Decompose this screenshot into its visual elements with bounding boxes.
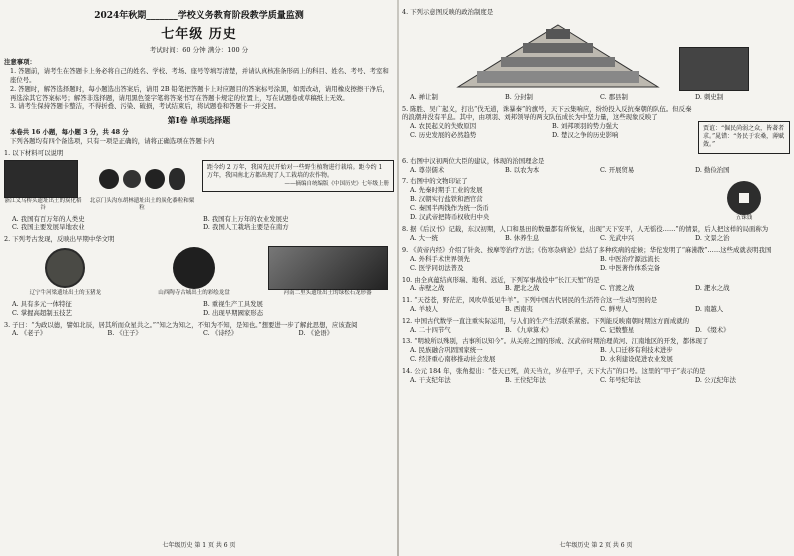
question-7 — [402, 177, 790, 222]
q1-quote-box — [202, 160, 394, 192]
note-item: 2. 答题时，解答选择题时，每小题选出答案后，请用 2B 铅笔把答题卡上对应题目的答案标号涂黑，如需改动，请用橡皮擦擦干净后，再选涂其它答案标号；解答非选择题，请用黑色签字笔将答案书写在答题卡规定的位置上，写在试题卷或草稿纸上无效。 — [10, 84, 389, 102]
bronze-vessel-photo — [679, 47, 749, 91]
question-3 — [4, 321, 394, 339]
options — [402, 284, 790, 293]
option-a[interactable]: A. 赤壁之战 — [410, 284, 445, 293]
figure-caption: 浙江义乌桥头遗址出土的炭化稻谷 — [4, 197, 82, 211]
quote-text: 距今约 2 万年，我国先民开始对一些野生植物进行栽培。距今约 1 万年，我国南北方都出现了人工栽培的农作物。 — [207, 163, 383, 180]
section-note: 本卷共 16 小题，每小题 3 分，共 48 分 — [10, 128, 129, 137]
exam-subtitle: 七年级 历史 — [161, 27, 237, 43]
option-b[interactable]: B. 汉朝实行盐铁和酒官营 — [410, 195, 483, 204]
option-b[interactable]: B. 刘邦项羽的势力强大 — [552, 122, 619, 131]
page-footer: 七年级历史 第 2 页 共 6 页 — [559, 541, 633, 549]
option-c[interactable]: C. 秦国半两钱作为统一货币 — [410, 203, 490, 212]
left-page — [4, 6, 394, 552]
rice-grains-photo — [4, 160, 78, 198]
option-c[interactable]: C. 郡县制 — [600, 92, 628, 101]
options — [4, 329, 394, 338]
notes-heading: 注意事项： — [4, 58, 36, 67]
question-stem: 9. 《黄帝内经》介绍了针灸、按摩等治疗方法；《伤寒杂病论》总结了多种疾病的症候；华佗发明了“麻沸散”……这些成就表明我国 — [402, 246, 772, 255]
option-d[interactable]: D. 刺史制 — [695, 92, 724, 101]
option-d[interactable]: D. 《缀术》 — [695, 325, 730, 334]
millet-grains-photo — [88, 160, 196, 198]
option-b[interactable]: B. 分封制 — [505, 92, 533, 101]
option-b[interactable]: B. 重视生产工具发展 — [203, 299, 263, 308]
question-stem: 10. 由全真蕴结真形瑞、地利、远近，下列军事战役中“长江天堑”的是 — [402, 275, 600, 284]
exam-title: 2024年秋期_______学校义务教育阶段教学质量监测 — [94, 11, 304, 21]
option-d[interactable]: D. 我国人工栽培主要是在南方 — [203, 223, 289, 232]
option-b[interactable]: B. 西南夷 — [505, 304, 533, 313]
option-d[interactable]: D. 淝水之战 — [695, 284, 730, 293]
question-stem: 7. 右图中的文物印证了 — [402, 177, 468, 186]
option-c[interactable]: C. 光武中兴 — [600, 234, 635, 243]
quote-source: ——摘编自统编版《中国历史》七年级上册 — [284, 180, 389, 187]
option-a[interactable]: A. 二十四节气 — [410, 325, 451, 334]
option-c[interactable]: C. 医学同切法普及 — [410, 263, 464, 272]
question-11 — [402, 296, 790, 314]
option-b[interactable]: B. 以农为本 — [505, 165, 540, 174]
option-b[interactable]: B. 人口迁移有利技术进步 — [600, 346, 673, 355]
question-9 — [402, 246, 790, 272]
option-a[interactable]: A. 农民起义的失败原因 — [410, 122, 477, 131]
q1-figure-1 — [4, 160, 82, 212]
question-4 — [402, 8, 790, 102]
option-a[interactable]: A. 外科手术世界领先 — [410, 254, 470, 263]
option-b[interactable]: B. 休养生息 — [505, 234, 540, 243]
pyramid-illustration — [443, 21, 673, 91]
question-stem: 1. 以下材料可以说明 — [4, 148, 64, 157]
q2-figure-1 — [10, 246, 120, 297]
options — [402, 305, 790, 314]
options — [4, 300, 394, 318]
question-6 — [402, 157, 790, 175]
option-d[interactable]: D. 南越人 — [695, 304, 724, 313]
option-d[interactable]: D. 中医著作体系完备 — [600, 263, 661, 272]
figure-caption: 辽宁牛河梁遗址出土的玉猪龙 — [29, 290, 102, 297]
question-stem: 14. 公元 184 年，张角提出：“苍天已死，黄天当立，岁在甲子，天下大吉”的口号。这里的“甲子”表示的是 — [402, 366, 706, 375]
options — [402, 234, 790, 243]
wuzhu-coin-photo — [727, 181, 761, 215]
option-d[interactable]: D. 汉武帝把铸币权收归中央 — [410, 212, 490, 221]
option-d[interactable]: D. 出现早期國家形态 — [203, 308, 264, 317]
option-a[interactable]: A. 《老子》 — [12, 329, 47, 338]
figure-caption: 北京门头沟东胡林遗址出土的炭化黍粒和粟粒 — [89, 197, 195, 211]
option-a[interactable]: A. 尊崇儒术 — [410, 165, 445, 174]
q2-figure-3 — [268, 246, 388, 297]
option-c[interactable]: C. 鲜卑人 — [600, 304, 628, 313]
question-stem: 12. 中国古代数学一直注重实际运用，与人们的生产生活联系紧密。下列能反映南朝时期这方面成就的 — [402, 316, 689, 325]
options — [402, 326, 790, 335]
option-a[interactable]: A. 大一统 — [410, 234, 438, 243]
option-a[interactable]: A. 先秦时期手工业的发展 — [410, 186, 483, 195]
option-a[interactable]: A. 我国有百万年的人类史 — [12, 214, 85, 223]
question-stem: 11. “天苍苍，野茫茫，风吹草低见牛羊”。下列中国古代居民的生活符合这一生动写照的是 — [402, 296, 658, 305]
section-instruction: 下列各题均有四个备选项，只有一项是正确的，请将正确选项在答题卡内 — [10, 137, 215, 146]
question-stem: 5. 陈胜、吴广起义，打出“伐无道，诛暴秦”的旗号，天下云集响应，纷纷投入反抗秦朝的队伍。但反秦的浪潮并没有平息。其中，由项羽、刘邦领导的两支队伍成长为中坚力量，这些现象反映了 — [402, 104, 692, 122]
options — [402, 255, 790, 273]
question-5 — [402, 105, 790, 154]
jade-pig-dragon-photo — [45, 248, 85, 288]
option-c[interactable]: C. 官渡之战 — [600, 284, 635, 293]
option-b[interactable]: B. 《九章算术》 — [505, 325, 553, 334]
question-13 — [402, 337, 790, 363]
question-stem: 3. 子曰：“为政以德，譬如北辰，居其所而众星共之。”“知之为知之，不知为不知，是知也。”想要进一步了解此思想，应该查阅 — [4, 320, 358, 329]
option-d[interactable]: D. 文景之治 — [695, 234, 730, 243]
feudal-pyramid-diagram — [402, 19, 790, 91]
options — [402, 166, 790, 175]
question-1 — [4, 149, 394, 232]
options — [4, 215, 394, 233]
question-14 — [402, 367, 790, 385]
option-c[interactable]: C. 《诗经》 — [203, 329, 238, 338]
option-a[interactable]: A. 禅让制 — [410, 92, 438, 101]
option-b[interactable]: B. 《庄子》 — [107, 329, 142, 338]
option-c[interactable]: C. 年号纪年法 — [600, 375, 641, 384]
options — [402, 186, 694, 221]
section-title: 第Ⅰ卷 单项选择题 — [167, 115, 231, 126]
option-c[interactable]: C. 我国主要发展旱地农业 — [12, 223, 85, 232]
q2-figure-2 — [139, 246, 249, 297]
option-d[interactable]: D. 《论语》 — [298, 329, 334, 338]
question-12 — [402, 317, 790, 335]
page-footer: 七年级历史 第 1 页 共 6 页 — [162, 541, 236, 549]
exam-info: 考试时间：60 分钟 满分：100 分 — [149, 46, 249, 55]
q6-quote-box: 贾谊：“倔民尚弱之众，皆著者求。”晁错：“务民于农桑，薄赋敛。” — [698, 121, 790, 154]
option-a[interactable]: A. 干支纪年法 — [410, 375, 451, 384]
right-page — [402, 6, 790, 552]
option-a[interactable]: A. 羊坡人 — [410, 304, 438, 313]
painted-dragon-plate-photo — [173, 247, 215, 289]
option-b[interactable]: B. 中医治疗源远流长 — [600, 254, 660, 263]
option-c[interactable]: C. 开展贸易 — [600, 165, 635, 174]
option-d[interactable]: D. 水利建设促进农业发展 — [600, 355, 673, 364]
option-b[interactable]: B. 王位纪年法 — [505, 375, 546, 384]
figure-caption: 五铢钱 — [735, 215, 753, 222]
option-b[interactable]: B. 淝北之战 — [505, 284, 540, 293]
option-d[interactable]: D. 公元纪年法 — [695, 375, 736, 384]
option-b[interactable]: B. 我国有上万年的农业发展史 — [203, 214, 289, 223]
note-item: 3. 请考生保持答题卡整洁，不得折叠、污染、破损，考试结束后，将试题卷和答题卡一并交回。 — [10, 102, 281, 111]
figure-caption: 河南二里头遗址出土的绿松石龙形器 — [283, 290, 372, 297]
options — [402, 376, 790, 385]
question-stem: 4. 下列示意图反映的政治制度是 — [402, 8, 494, 16]
option-c[interactable]: C. 记数整星 — [600, 325, 635, 334]
coin-figure — [698, 177, 790, 222]
options — [402, 93, 790, 102]
turquoise-dragon-photo — [268, 246, 388, 290]
question-stem: 8. 据《后汉书》记载，东汉初期，人口和垦田的数量都有所恢复，出现“天下安平，人无徭役……”的情景，后人把这样的局面称为 — [402, 225, 769, 234]
option-a[interactable]: A. 民族融合巩固国家统一 — [410, 346, 483, 355]
question-stem: 2. 下列考古发现，反映出早期中华文明 — [4, 235, 115, 244]
question-2 — [4, 235, 394, 317]
figure-caption: 山西陶寺古城出土的彩绘龙盘 — [158, 290, 230, 297]
option-d[interactable]: D. 勤俭治国 — [695, 165, 730, 174]
question-stem: 13. “明坡所以殊别，古事所以知今”。从关府之国的形成、汉武帝时期治理黄河、江南地区的开发，都体现了 — [402, 337, 709, 346]
question-stem: 6. 右图中汉初两位大臣的建议，体现的治国理念是 — [402, 156, 545, 165]
q1-figure-2 — [88, 160, 196, 212]
option-c[interactable]: C. 经济重心南移推动社会发展 — [410, 355, 496, 364]
option-c[interactable]: C. 历史发展的必然趋势 — [410, 131, 477, 140]
option-d[interactable]: D. 楚汉之争的历史影响 — [552, 131, 619, 140]
page-gutter — [397, 0, 399, 556]
note-item: 1. 答题前，请考生在答题卡上务必将自己的姓名、学校、考场、座号等填写清楚，并请认真核准条形码上的科目、姓名、考号、考室和座位号。 — [10, 67, 389, 84]
option-c[interactable]: C. 掌握高超制玉技艺 — [12, 308, 72, 317]
option-a[interactable]: A. 具有多元一体特征 — [12, 299, 72, 308]
options — [402, 122, 694, 140]
question-8 — [402, 225, 790, 243]
question-10 — [402, 276, 790, 294]
options — [402, 346, 790, 364]
